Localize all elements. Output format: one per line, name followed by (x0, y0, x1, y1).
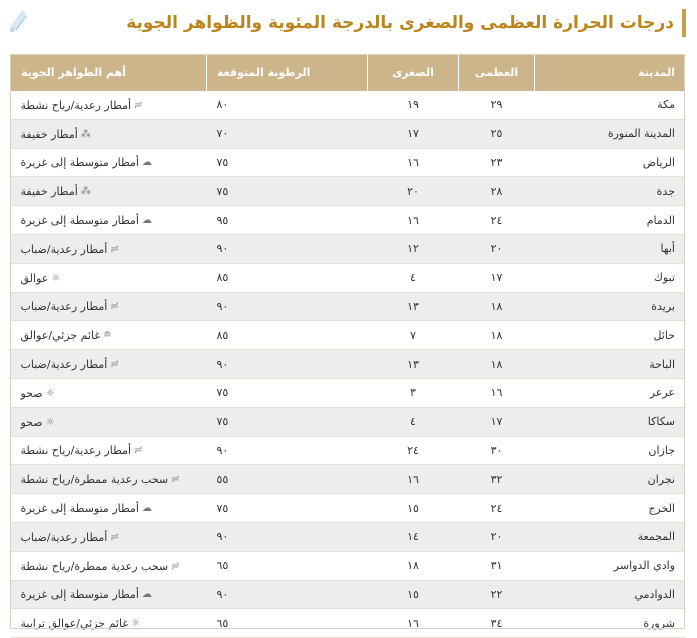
weather-condition-icon: ≒ (171, 474, 180, 486)
phenomena-cell (11, 580, 207, 609)
weather-condition-icon: ⁂ (80, 128, 91, 140)
min-temp-cell: ٣ (368, 378, 459, 407)
header-city: المدينة (535, 54, 686, 91)
max-temp-cell: ٢٤ (459, 206, 535, 235)
max-temp-cell: ٣١ (459, 551, 535, 580)
phenomena-cell (11, 321, 207, 350)
city-cell: الباحة (535, 350, 686, 379)
phenomena-cell (11, 292, 207, 321)
table-row (11, 522, 686, 551)
min-temp-cell: ١٧ (368, 119, 459, 148)
max-temp-cell: ١٧ (459, 263, 535, 292)
header-max: العظمى (459, 54, 535, 91)
city-cell: حائل (535, 321, 686, 350)
phenomena-cell (11, 148, 207, 177)
weather-condition-icon: ≒ (171, 560, 180, 572)
humidity-cell: ٩٠ (207, 292, 368, 321)
min-temp-cell: ٤ (368, 407, 459, 436)
table-row (11, 206, 686, 235)
weather-condition-icon: ≒ (110, 531, 119, 543)
max-temp-cell: ٢٨ (459, 177, 535, 206)
max-temp-cell: ١٦ (459, 378, 535, 407)
table-row (11, 580, 686, 609)
phenomena-content (21, 185, 91, 198)
humidity-cell: ٩٠ (207, 436, 368, 465)
city-cell: الدمام (535, 206, 686, 235)
city-cell: المجمعة (535, 522, 686, 551)
min-temp-cell: ٢٤ (368, 436, 459, 465)
phenomena-text: سحب رعدية ممطرة/رياح نشطة (20, 559, 169, 573)
phenomena-cell (11, 522, 207, 551)
phenomena-cell (11, 91, 207, 119)
phenomena-text: غائم جزئي/عوالق (20, 329, 101, 343)
max-temp-cell: ٢٠ (459, 234, 535, 263)
max-temp-cell: ١٨ (459, 292, 535, 321)
min-temp-cell: ١٩ (368, 91, 459, 119)
table-row (11, 119, 686, 148)
weather-condition-icon: ☼ (51, 272, 61, 284)
weather-condition-icon: ≒ (110, 359, 119, 371)
weather-condition-icon: ≒ (134, 445, 143, 457)
phenomena-text: أمطار خفيفة (20, 185, 78, 199)
min-temp-cell: ٤ (368, 263, 459, 292)
title-accent-bar (682, 9, 686, 37)
min-temp-cell: ١٤ (368, 522, 459, 551)
page-header (126, 8, 686, 38)
city-cell: عرعر (535, 378, 686, 407)
max-temp-cell: ١٨ (459, 350, 535, 379)
max-temp-cell: ٢٢ (459, 580, 535, 609)
max-temp-cell: ٢٠ (459, 522, 535, 551)
city-cell: وادي الدواسر (535, 551, 686, 580)
phenomena-cell (11, 436, 207, 465)
humidity-cell: ٧٥ (207, 407, 368, 436)
weather-condition-icon: ☁ (141, 503, 152, 515)
max-temp-cell: ٣٢ (459, 465, 535, 494)
humidity-cell: ٨٥ (207, 321, 368, 350)
weather-condition-icon: ☁ (141, 215, 152, 227)
max-temp-cell: ١٨ (459, 321, 535, 350)
phenomena-cell (11, 206, 207, 235)
humidity-cell: ٨٥ (207, 263, 368, 292)
table-row (11, 551, 686, 580)
city-cell: بريدة (535, 292, 686, 321)
max-temp-cell: ٢٥ (459, 119, 535, 148)
table-header-row (11, 54, 686, 91)
phenomena-text: صحو (20, 415, 43, 429)
table-row (11, 494, 686, 523)
min-temp-cell: ١٦ (368, 465, 459, 494)
table-row (11, 91, 686, 119)
phenomena-cell (11, 177, 207, 206)
city-cell: المدينة المنورة (535, 119, 686, 148)
table-row (11, 465, 686, 494)
weather-condition-icon: ≒ (134, 99, 143, 111)
phenomena-content (21, 358, 119, 371)
humidity-cell: ٧٥ (207, 148, 368, 177)
max-temp-cell: ٢٩ (459, 91, 535, 119)
weather-condition-icon: ☼ (131, 618, 141, 630)
min-temp-cell: ١٨ (368, 551, 459, 580)
weather-condition-icon: ≘ (103, 330, 112, 342)
max-temp-cell: ٣٠ (459, 436, 535, 465)
min-temp-cell: ١٦ (368, 609, 459, 638)
phenomena-content (21, 416, 55, 429)
header-phenomena: أهم الظواهر الجوية (11, 54, 207, 91)
city-cell: سكاكا (535, 407, 686, 436)
phenomena-content (21, 243, 119, 256)
city-cell: جازان (535, 436, 686, 465)
phenomena-content (21, 502, 152, 515)
humidity-cell: ٧٠ (207, 119, 368, 148)
weather-condition-icon: ☼ (45, 387, 55, 399)
phenomena-content (21, 329, 112, 342)
weather-condition-icon: ≒ (110, 243, 119, 255)
min-temp-cell: ١٦ (368, 148, 459, 177)
phenomena-text: غائم جزئي/عوالق ترابية (20, 617, 129, 631)
city-cell: تبوك (535, 263, 686, 292)
phenomena-cell (11, 494, 207, 523)
phenomena-content (21, 560, 180, 573)
phenomena-text: أمطار متوسطة إلى غزيرة (20, 156, 139, 170)
max-temp-cell: ٢٤ (459, 494, 535, 523)
phenomena-text: أمطار رعدية/ضباب (20, 300, 108, 314)
phenomena-content (21, 99, 143, 112)
phenomena-text: أمطار خفيفة (20, 127, 78, 141)
humidity-cell: ٧٥ (207, 378, 368, 407)
phenomena-cell (11, 234, 207, 263)
humidity-cell: ٧٥ (207, 494, 368, 523)
table-row (11, 177, 686, 206)
phenomena-cell (11, 407, 207, 436)
table-row (11, 321, 686, 350)
min-temp-cell: ١٥ (368, 494, 459, 523)
humidity-cell: ٩٥ (207, 206, 368, 235)
phenomena-content (21, 617, 141, 630)
humidity-cell: ٥٥ (207, 465, 368, 494)
min-temp-cell: ١٢ (368, 234, 459, 263)
city-cell: مكة (535, 91, 686, 119)
phenomena-text: صحو (20, 386, 43, 400)
phenomena-cell (11, 263, 207, 292)
city-cell: شرورة (535, 609, 686, 638)
humidity-cell: ٧٥ (207, 177, 368, 206)
min-temp-cell: ٢٠ (368, 177, 459, 206)
weather-condition-icon: ≒ (110, 301, 119, 313)
humidity-cell: ٩٠ (207, 580, 368, 609)
phenomena-text: عوالق (20, 271, 49, 285)
weather-condition-icon: ☁ (141, 157, 152, 169)
humidity-cell: ٦٥ (207, 551, 368, 580)
phenomena-text: أمطار متوسطة إلى غزيرة (20, 214, 139, 228)
humidity-cell: ٦٥ (207, 609, 368, 638)
weather-condition-icon: ⁂ (80, 186, 91, 198)
max-temp-cell: ٢٣ (459, 148, 535, 177)
phenomena-text: أمطار رعدية/رياح نشطة (20, 98, 132, 112)
phenomena-text: أمطار رعدية/ضباب (20, 530, 108, 544)
max-temp-cell: ١٧ (459, 407, 535, 436)
table-row (11, 609, 686, 638)
phenomena-content (21, 588, 152, 601)
max-temp-cell: ٣٤ (459, 609, 535, 638)
weather-condition-icon: ☼ (45, 416, 55, 428)
city-cell: جدة (535, 177, 686, 206)
phenomena-content (21, 387, 55, 400)
phenomena-content (21, 473, 180, 486)
header-humidity: الرطوبة المتوقعة (207, 54, 368, 91)
min-temp-cell: ١٣ (368, 292, 459, 321)
min-temp-cell: ٧ (368, 321, 459, 350)
min-temp-cell: ١٥ (368, 580, 459, 609)
page-title: درجات الحرارة العظمى والصغرى بالدرجة المئوية والظواهر الجوية (126, 13, 674, 33)
table-row (11, 436, 686, 465)
phenomena-cell (11, 350, 207, 379)
min-temp-cell: ١٦ (368, 206, 459, 235)
phenomena-text: أمطار متوسطة إلى غزيرة (20, 502, 139, 516)
city-cell: الرياض (535, 148, 686, 177)
humidity-cell: ٩٠ (207, 522, 368, 551)
humidity-cell: ٩٠ (207, 234, 368, 263)
table-row (11, 378, 686, 407)
phenomena-content (21, 272, 61, 285)
weather-logo-icon (6, 6, 32, 36)
phenomena-text: أمطار رعدية/ضباب (20, 358, 108, 372)
header-min: الصغرى (368, 54, 459, 91)
phenomena-cell (11, 465, 207, 494)
phenomena-content (21, 214, 152, 227)
humidity-cell: ٩٠ (207, 350, 368, 379)
table-row (11, 407, 686, 436)
table-row (11, 292, 686, 321)
phenomena-text: أمطار رعدية/ضباب (20, 242, 108, 256)
humidity-cell: ٨٠ (207, 91, 368, 119)
phenomena-content (21, 128, 91, 141)
table-row (11, 148, 686, 177)
min-temp-cell: ١٣ (368, 350, 459, 379)
table-row (11, 350, 686, 379)
city-cell: الدوادمي (535, 580, 686, 609)
phenomena-text: أمطار رعدية/رياح نشطة (20, 444, 132, 458)
phenomena-content (21, 300, 119, 313)
table-row (11, 234, 686, 263)
phenomena-cell (11, 551, 207, 580)
phenomena-content (21, 531, 119, 544)
city-cell: الخرج (535, 494, 686, 523)
weather-condition-icon: ☁ (141, 589, 152, 601)
city-cell: أبها (535, 234, 686, 263)
phenomena-text: أمطار متوسطة إلى غزيرة (20, 588, 139, 602)
table-row (11, 263, 686, 292)
weather-table (10, 54, 685, 638)
phenomena-text: سحب رعدية ممطرة/رياح نشطة (20, 473, 169, 487)
phenomena-cell (11, 378, 207, 407)
city-cell: نجران (535, 465, 686, 494)
phenomena-cell (11, 609, 207, 638)
phenomena-content (21, 156, 152, 169)
phenomena-content (21, 444, 143, 457)
phenomena-cell (11, 119, 207, 148)
